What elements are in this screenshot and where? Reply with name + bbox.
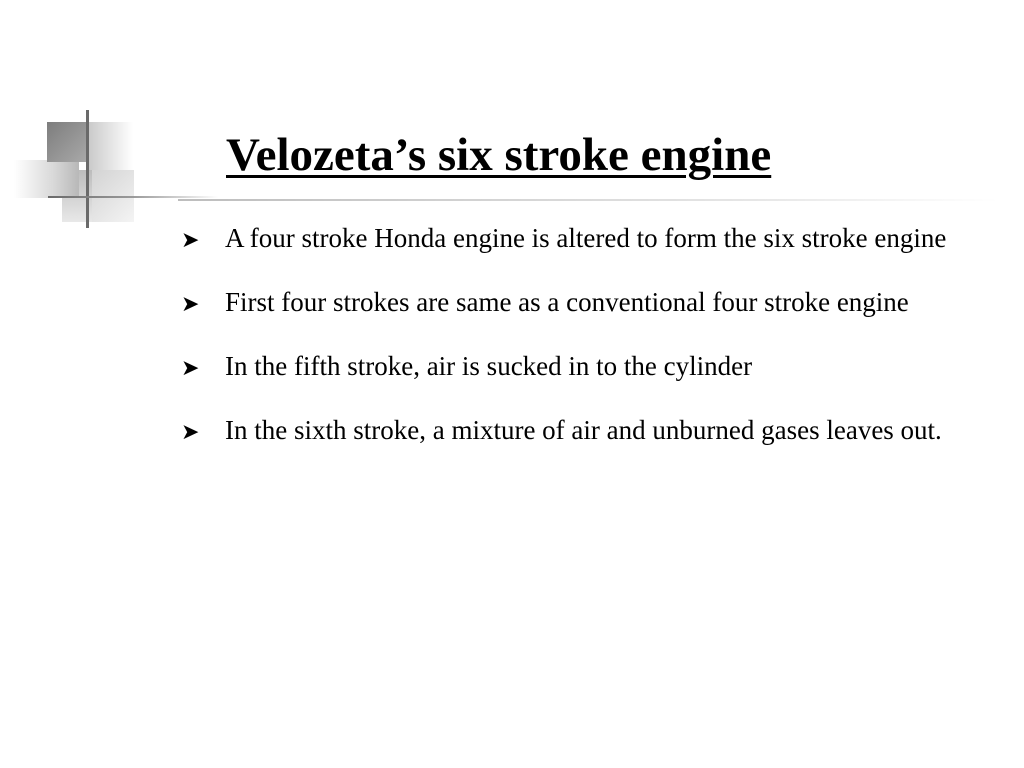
bullet-item bbox=[181, 346, 996, 389]
bullet-text: First four strokes are same as a conventional four stroke engine bbox=[225, 287, 909, 317]
title-rule bbox=[178, 199, 998, 201]
slide-title: Velozeta’s six stroke engine bbox=[226, 129, 772, 181]
decor-square bbox=[47, 122, 87, 162]
decor-square bbox=[14, 160, 79, 198]
bullet-item bbox=[181, 282, 996, 325]
bullet-item bbox=[181, 218, 996, 261]
arrow-bullet-icon: ➤ bbox=[181, 228, 200, 253]
arrow-bullet-icon: ➤ bbox=[181, 292, 200, 317]
decor-square bbox=[88, 122, 133, 170]
bullet-text: In the fifth stroke, air is sucked in to the cylinder bbox=[225, 351, 753, 381]
bullet-text: A four stroke Honda engine is altered to form the six stroke engine bbox=[225, 223, 947, 253]
decorative-corner-graphic bbox=[0, 0, 240, 240]
decor-horizontal-line bbox=[48, 196, 218, 198]
bullet-text: In the sixth stroke, a mixture of air and unburned gases leaves out. bbox=[225, 415, 942, 445]
bullet-list bbox=[181, 218, 996, 474]
decor-vertical-line bbox=[86, 110, 89, 228]
arrow-bullet-icon: ➤ bbox=[181, 356, 200, 381]
bullet-item bbox=[181, 410, 996, 453]
arrow-bullet-icon: ➤ bbox=[181, 420, 200, 445]
